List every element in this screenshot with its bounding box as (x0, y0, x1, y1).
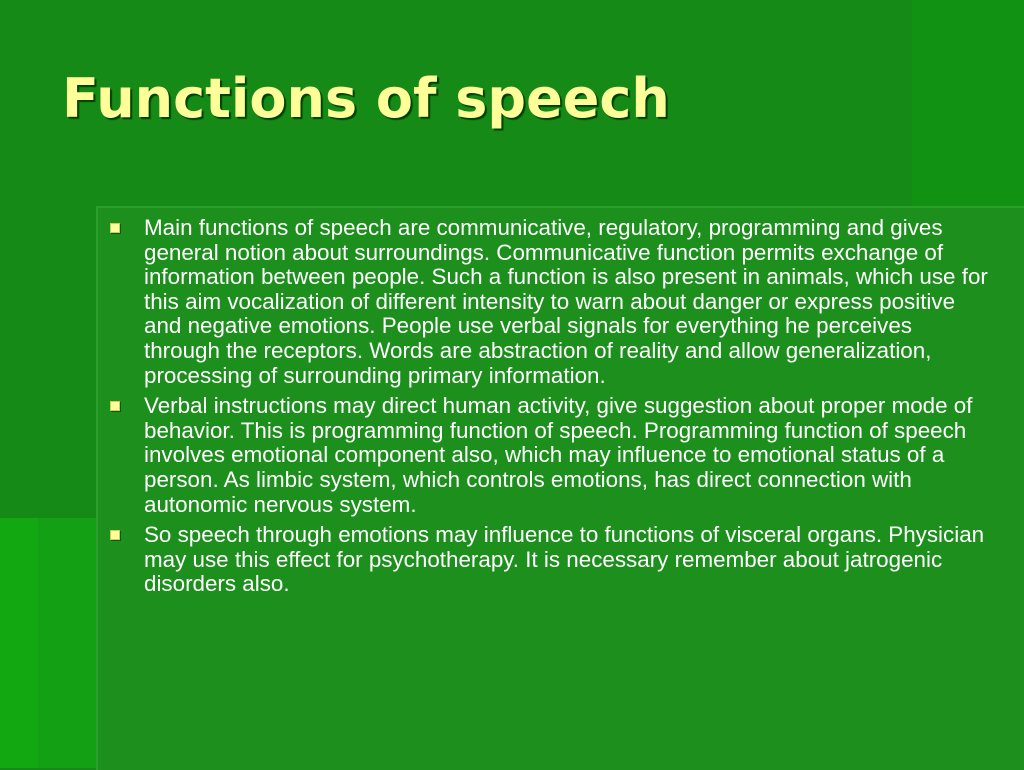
bullet-text: Main functions of speech are communicative, regulatory, programming and gives general notion about surroundings. Communicative function permits exchange of information between people. Such a function is also present in animals, which use for this aim vocalization of different intensity to warn about danger or express positive and negative emotions. People use verbal signals for everything he perceives through the receptors. Words are abstraction of reality and allow generalization, processing of surrounding primary information. (144, 215, 988, 388)
slide-title: Functions of speech (62, 67, 670, 130)
bullet-item (100, 216, 988, 388)
background-left-strip (0, 518, 38, 768)
bullet-item (100, 523, 988, 597)
square-bullet-icon (110, 530, 120, 540)
bullet-text: So speech through emotions may influence to functions of visceral organs. Physician may use this effect for psychotherapy. It is necessary remember about jatrogenic disorders also. (144, 522, 985, 597)
bullet-text: Verbal instructions may direct human activity, give suggestion about proper mode of behavior. This is programming function of speech. Programming function of speech involves emotional component also, which may influence to emotional status of a person. As limbic system, which controls emotions, has direct connection with autonomic nervous system. (144, 393, 973, 517)
square-bullet-icon (110, 401, 120, 411)
square-bullet-icon (110, 223, 120, 233)
bullet-list (100, 216, 988, 603)
bullet-item (100, 394, 988, 517)
background-lower-left-panel (38, 518, 96, 768)
